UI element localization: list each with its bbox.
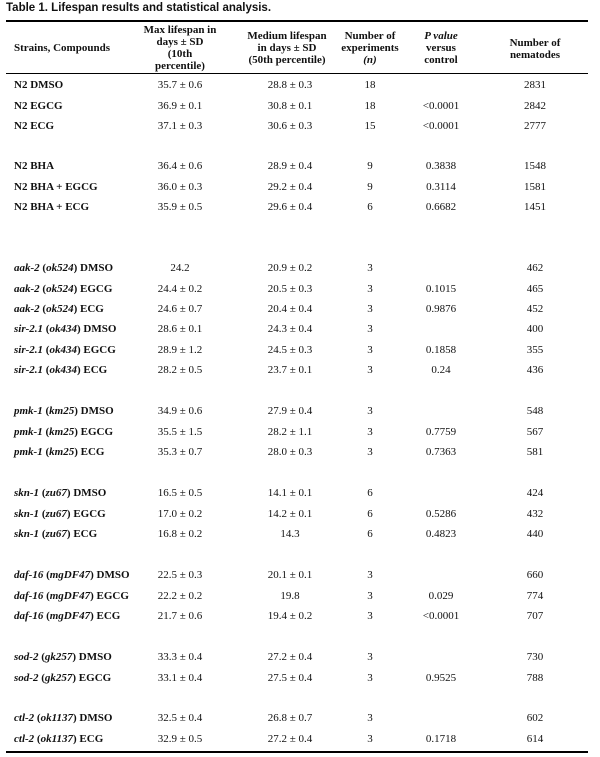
- max-lifespan-cell: 34.9 ± 0.6: [157, 405, 203, 417]
- strain-cell: skn-1 (zu67) DMSO: [14, 487, 107, 499]
- strain-cell: sir-2.1 (ok434) DMSO: [14, 323, 117, 335]
- strain-cell: N2 ECG: [14, 120, 55, 132]
- strain-cell: ctl-2 (ok1137) DMSO: [14, 712, 113, 724]
- max-lifespan-cell: 22.2 ± 0.2: [157, 589, 203, 602]
- compound-name: DMSO: [78, 651, 112, 663]
- strain-cell: sir-2.1 (ok434) ECG: [14, 364, 108, 376]
- medium-lifespan-cell: 28.2 ± 1.1: [267, 425, 313, 438]
- header-nematodes-line: Number of: [509, 37, 561, 49]
- nematodes-cell: 452: [526, 303, 544, 315]
- p-value-cell: 0.6682: [425, 201, 457, 213]
- nematodes-cell: 1548: [524, 160, 546, 172]
- experiments-cell: 6: [367, 528, 373, 540]
- experiments-cell: 6: [367, 507, 373, 520]
- max-lifespan-cell: 33.3 ± 0.4: [157, 651, 203, 663]
- max-lifespan-cell: 35.3 ± 0.7: [157, 446, 203, 458]
- table-row: [0, 569, 600, 585]
- experiments-cell: 3: [367, 303, 373, 315]
- experiments-cell: 18: [364, 79, 376, 91]
- strain-cell: N2 BHA + ECG: [14, 201, 90, 213]
- strain-cell: daf-16 (mgDF47) DMSO: [14, 569, 130, 581]
- compound-name: DMSO: [79, 712, 113, 724]
- allele-name: ok1137: [40, 712, 73, 724]
- strain-cell: sod-2 (gk257) DMSO: [14, 651, 112, 663]
- table-row: [0, 344, 600, 360]
- gene-name: ctl-2: [14, 712, 35, 724]
- nematodes-cell: 774: [526, 589, 544, 602]
- max-lifespan-cell: 37.1 ± 0.3: [157, 120, 203, 132]
- table-row: [0, 79, 600, 95]
- max-lifespan-cell: 32.9 ± 0.5: [157, 732, 203, 745]
- max-lifespan-cell: 28.2 ± 0.5: [157, 364, 203, 376]
- table-row: [0, 528, 600, 544]
- nematodes-cell: 2831: [524, 79, 546, 91]
- table-row: [0, 672, 600, 688]
- experiments-cell: 6: [367, 201, 373, 213]
- compound-name: DMSO: [73, 487, 107, 499]
- table-row: [0, 364, 600, 380]
- header-strain: Strains, Compounds: [14, 42, 110, 54]
- max-lifespan-cell: 35.9 ± 0.5: [157, 201, 203, 213]
- max-lifespan-cell: 24.2: [170, 262, 190, 274]
- table-row: [0, 426, 600, 442]
- medium-lifespan-cell: 27.9 ± 0.4: [267, 405, 313, 417]
- medium-lifespan-cell: 29.6 ± 0.4: [267, 201, 313, 213]
- strain-cell: aak-2 (ok524) EGCG: [14, 282, 113, 295]
- experiments-cell: 3: [367, 262, 373, 274]
- p-value-cell: 0.24: [431, 364, 451, 376]
- experiments-cell: 15: [364, 120, 376, 132]
- max-lifespan-cell: 16.8 ± 0.2: [157, 528, 203, 540]
- medium-lifespan-cell: 24.5 ± 0.3: [267, 343, 313, 356]
- gene-name: skn-1: [14, 528, 40, 540]
- experiments-cell: 18: [364, 99, 376, 112]
- max-lifespan-cell: 16.5 ± 0.5: [157, 487, 203, 499]
- header-nematodes: [495, 37, 575, 61]
- compound-name: DMSO: [83, 323, 117, 335]
- max-lifespan-cell: 22.5 ± 0.3: [157, 569, 203, 581]
- medium-lifespan-cell: 27.2 ± 0.4: [267, 651, 313, 663]
- medium-lifespan-cell: 24.3 ± 0.4: [267, 323, 313, 335]
- nematodes-cell: 2777: [524, 120, 546, 132]
- compound-name: ECG: [83, 364, 108, 376]
- header-max-line: percentile): [155, 60, 205, 72]
- header-max-line: (10th: [167, 48, 193, 60]
- experiments-cell: 3: [367, 589, 373, 602]
- table-row: [0, 303, 600, 319]
- header-max-line: Max lifespan in: [143, 24, 217, 36]
- nematodes-cell: 465: [526, 282, 544, 295]
- p-value-cell: 0.9525: [425, 671, 457, 684]
- medium-lifespan-cell: 14.2 ± 0.1: [267, 507, 313, 520]
- nematodes-cell: 548: [526, 405, 544, 417]
- allele-name: km25: [49, 405, 75, 417]
- header-medium-lifespan: [232, 30, 342, 66]
- allele-name: zu67: [45, 487, 67, 499]
- nematodes-cell: 660: [526, 569, 544, 581]
- p-value-cell: <0.0001: [422, 610, 460, 622]
- max-lifespan-cell: 24.6 ± 0.7: [157, 303, 203, 315]
- gene-name: aak-2: [14, 303, 40, 315]
- allele-name: gk257: [44, 651, 73, 663]
- allele-name: mgDF47: [49, 569, 91, 581]
- experiments-cell: 3: [367, 446, 373, 458]
- gene-name: ctl-2: [14, 732, 35, 745]
- compound-name: ECG: [79, 732, 104, 745]
- table-row: [0, 590, 600, 606]
- medium-lifespan-cell: 27.2 ± 0.4: [267, 732, 313, 745]
- medium-lifespan-cell: 28.0 ± 0.3: [267, 446, 313, 458]
- medium-lifespan-cell: 28.9 ± 0.4: [267, 160, 313, 172]
- compound-name: DMSO: [80, 262, 114, 274]
- gene-name: daf-16: [14, 569, 44, 581]
- allele-name: mgDF47: [49, 589, 91, 602]
- medium-lifespan-cell: 28.8 ± 0.3: [267, 79, 313, 91]
- nematodes-cell: 567: [526, 425, 544, 438]
- gene-name: pmk-1: [14, 446, 43, 458]
- nematodes-cell: 462: [526, 262, 544, 274]
- table-row: [0, 262, 600, 278]
- p-value-cell: 0.5286: [425, 507, 457, 520]
- medium-lifespan-cell: 30.8 ± 0.1: [267, 99, 313, 112]
- experiments-cell: 3: [367, 425, 373, 438]
- experiments-cell: 6: [367, 487, 373, 499]
- experiments-cell: 3: [367, 610, 373, 622]
- medium-lifespan-cell: 20.9 ± 0.2: [267, 262, 313, 274]
- allele-name: mgDF47: [49, 610, 91, 622]
- gene-name: skn-1: [14, 487, 40, 499]
- header-p-line: control: [424, 54, 458, 66]
- medium-lifespan-cell: 29.2 ± 0.4: [267, 180, 313, 193]
- compound-name: EGCG: [80, 282, 113, 295]
- experiments-cell: 3: [367, 732, 373, 745]
- allele-name: zu67: [45, 528, 67, 540]
- nematodes-cell: 400: [526, 323, 544, 335]
- gene-name: aak-2: [14, 282, 40, 295]
- compound-name: ECG: [73, 528, 98, 540]
- experiments-cell: 3: [367, 651, 373, 663]
- max-lifespan-cell: 35.7 ± 0.6: [157, 79, 203, 91]
- allele-name: ok1137: [40, 732, 73, 745]
- table-row: [0, 712, 600, 728]
- experiments-cell: 9: [367, 160, 373, 172]
- nematodes-cell: 432: [526, 507, 544, 520]
- p-value-cell: 0.1718: [425, 732, 457, 745]
- compound-name: ECG: [96, 610, 121, 622]
- table-row: [0, 446, 600, 462]
- experiments-cell: 3: [367, 712, 373, 724]
- medium-lifespan-cell: 14.3: [280, 528, 300, 540]
- allele-name: ok434: [49, 323, 77, 335]
- nematodes-cell: 730: [526, 651, 544, 663]
- strain-cell: N2 BHA + EGCG: [14, 180, 98, 193]
- gene-name: sir-2.1: [14, 323, 44, 335]
- top-rule: [6, 20, 588, 22]
- nematodes-cell: 2842: [524, 99, 546, 112]
- experiments-cell: 9: [367, 180, 373, 193]
- p-value-cell: 0.4823: [425, 528, 457, 540]
- gene-name: sod-2: [14, 651, 39, 663]
- strain-cell: sir-2.1 (ok434) EGCG: [14, 343, 116, 356]
- bottom-rule: [6, 751, 588, 753]
- gene-name: sir-2.1: [14, 364, 44, 376]
- p-value-cell: 0.3838: [425, 160, 457, 172]
- header-experiments-line: experiments: [341, 42, 399, 54]
- strain-cell: N2 EGCG: [14, 99, 63, 112]
- nematodes-cell: 602: [526, 712, 544, 724]
- p-value-cell: <0.0001: [422, 99, 460, 112]
- compound-name: EGCG: [96, 589, 129, 602]
- table-row: [0, 405, 600, 421]
- gene-name: aak-2: [14, 262, 40, 274]
- max-lifespan-cell: 21.7 ± 0.6: [157, 610, 203, 622]
- table-row: [0, 120, 600, 136]
- header-rule: [6, 73, 588, 74]
- nematodes-cell: 424: [526, 487, 544, 499]
- experiments-cell: 3: [367, 343, 373, 356]
- gene-name: sod-2: [14, 671, 39, 684]
- medium-lifespan-cell: 19.4 ± 0.2: [267, 610, 313, 622]
- gene-name: daf-16: [14, 589, 44, 602]
- medium-lifespan-cell: 19.8: [280, 589, 300, 602]
- header-p-line: versus: [426, 42, 456, 54]
- strain-cell: N2 DMSO: [14, 79, 64, 91]
- compound-name: ECG: [80, 446, 105, 458]
- allele-name: ok524: [46, 282, 74, 295]
- strain-cell: pmk-1 (km25) EGCG: [14, 425, 114, 438]
- p-value-cell: 0.3114: [426, 180, 456, 193]
- nematodes-cell: 440: [526, 528, 544, 540]
- strain-cell: pmk-1 (km25) ECG: [14, 446, 105, 458]
- table-row: [0, 508, 600, 524]
- table-row: [0, 181, 600, 197]
- header-p-line: P value: [424, 30, 458, 42]
- strain-cell: skn-1 (zu67) EGCG: [14, 507, 106, 520]
- compound-name: ECG: [80, 303, 104, 315]
- max-lifespan-cell: 36.9 ± 0.1: [157, 99, 203, 112]
- medium-lifespan-cell: 20.5 ± 0.3: [267, 282, 313, 295]
- strain-cell: N2 BHA: [14, 160, 55, 172]
- max-lifespan-cell: 35.5 ± 1.5: [157, 425, 203, 438]
- max-lifespan-cell: 36.0 ± 0.3: [157, 180, 203, 193]
- experiments-cell: 3: [367, 405, 373, 417]
- nematodes-cell: 707: [526, 610, 544, 622]
- strain-cell: sod-2 (gk257) EGCG: [14, 671, 112, 684]
- header-medium-line: (50th percentile): [248, 54, 326, 66]
- allele-name: km25: [49, 446, 75, 458]
- nematodes-cell: 1581: [524, 180, 546, 193]
- nematodes-cell: 1451: [524, 201, 546, 213]
- experiments-cell: 3: [367, 569, 373, 581]
- gene-name: sir-2.1: [14, 343, 44, 356]
- allele-name: km25: [49, 425, 75, 438]
- table-caption: Table 1. Lifespan results and statistical analysis.: [6, 2, 272, 14]
- allele-name: ok434: [49, 364, 77, 376]
- header-experiments-line: (n): [363, 54, 377, 66]
- allele-name: ok524: [46, 303, 74, 315]
- table-row: [0, 651, 600, 667]
- table-row: [0, 100, 600, 116]
- max-lifespan-cell: 24.4 ± 0.2: [157, 282, 203, 295]
- compound-name: DMSO: [96, 569, 130, 581]
- table-row: [0, 283, 600, 299]
- p-value-cell: <0.0001: [422, 120, 460, 132]
- table-row: [0, 733, 600, 749]
- compound-name: EGCG: [83, 343, 116, 356]
- table-row: [0, 610, 600, 626]
- compound-name: DMSO: [80, 405, 114, 417]
- table-row: [0, 487, 600, 503]
- header-max-lifespan: [140, 24, 220, 72]
- max-lifespan-cell: 36.4 ± 0.6: [157, 160, 203, 172]
- medium-lifespan-cell: 26.8 ± 0.7: [267, 712, 313, 724]
- header-experiments: [335, 30, 405, 66]
- gene-name: pmk-1: [14, 405, 43, 417]
- allele-name: ok524: [46, 262, 74, 274]
- allele-name: zu67: [45, 507, 67, 520]
- table-row: [0, 160, 600, 176]
- experiments-cell: 3: [367, 282, 373, 295]
- header-medium-line: in days ± SD: [257, 42, 317, 54]
- experiments-cell: 3: [367, 671, 373, 684]
- strain-cell: daf-16 (mgDF47) ECG: [14, 610, 121, 622]
- table-row: [0, 323, 600, 339]
- strain-cell: aak-2 (ok524) ECG: [14, 303, 104, 315]
- strain-cell: skn-1 (zu67) ECG: [14, 528, 98, 540]
- experiments-cell: 3: [367, 323, 373, 335]
- gene-name: skn-1: [14, 507, 40, 520]
- experiments-cell: 3: [367, 364, 373, 376]
- compound-name: EGCG: [80, 425, 114, 438]
- table-row: [0, 201, 600, 217]
- max-lifespan-cell: 28.6 ± 0.1: [157, 323, 203, 335]
- nematodes-cell: 788: [526, 671, 544, 684]
- nematodes-cell: 355: [526, 343, 544, 356]
- nematodes-cell: 581: [526, 446, 544, 458]
- medium-lifespan-cell: 14.1 ± 0.1: [267, 487, 313, 499]
- p-value-cell: 0.7759: [425, 425, 457, 438]
- medium-lifespan-cell: 30.6 ± 0.3: [267, 120, 313, 132]
- strain-cell: pmk-1 (km25) DMSO: [14, 405, 114, 417]
- max-lifespan-cell: 33.1 ± 0.4: [157, 671, 203, 684]
- allele-name: gk257: [44, 671, 73, 684]
- compound-name: EGCG: [78, 671, 112, 684]
- strain-cell: aak-2 (ok524) DMSO: [14, 262, 114, 274]
- compound-name: EGCG: [73, 507, 106, 520]
- p-value-cell: 0.029: [428, 589, 454, 602]
- medium-lifespan-cell: 20.4 ± 0.4: [267, 303, 313, 315]
- nematodes-cell: 614: [526, 732, 544, 745]
- header-nematodes-line: nematodes: [509, 49, 561, 61]
- p-value-cell: 0.7363: [425, 446, 457, 458]
- strain-cell: daf-16 (mgDF47) EGCG: [14, 589, 129, 602]
- p-value-cell: 0.9876: [425, 303, 457, 315]
- p-value-cell: 0.1858: [425, 343, 457, 356]
- allele-name: ok434: [49, 343, 77, 356]
- strain-cell: ctl-2 (ok1137) ECG: [14, 732, 104, 745]
- max-lifespan-cell: 32.5 ± 0.4: [157, 712, 203, 724]
- header-experiments-line: Number of: [344, 30, 396, 42]
- gene-name: daf-16: [14, 610, 44, 622]
- medium-lifespan-cell: 20.1 ± 0.1: [267, 569, 313, 581]
- p-value-cell: 0.1015: [425, 282, 457, 295]
- nematodes-cell: 436: [526, 364, 544, 376]
- max-lifespan-cell: 28.9 ± 1.2: [157, 343, 203, 356]
- gene-name: pmk-1: [14, 425, 43, 438]
- header-max-line: days ± SD: [156, 36, 204, 48]
- medium-lifespan-cell: 27.5 ± 0.4: [267, 671, 313, 684]
- header-medium-line: Medium lifespan: [247, 30, 327, 42]
- max-lifespan-cell: 17.0 ± 0.2: [157, 507, 203, 520]
- medium-lifespan-cell: 23.7 ± 0.1: [267, 364, 313, 376]
- header-p-value: [405, 30, 477, 66]
